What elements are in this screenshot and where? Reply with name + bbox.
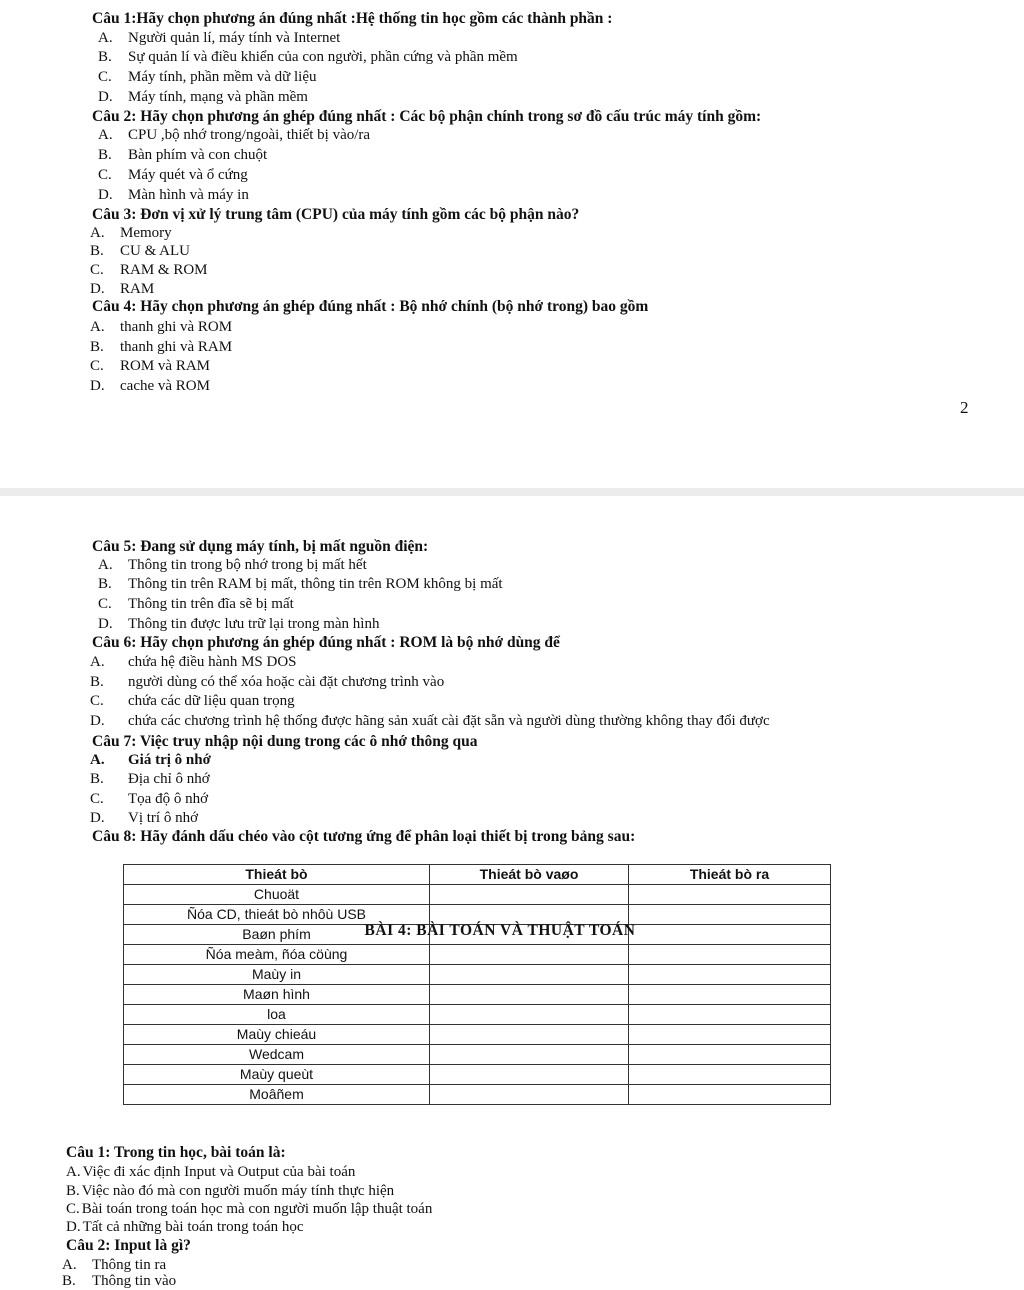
option-2a: A. CPU ,bộ nhớ trong/ngoài, thiết bị vào/ra <box>98 127 371 143</box>
page-number: 2 <box>960 398 969 417</box>
option-1d: D. Máy tính, mạng và phần mềm <box>98 89 308 105</box>
input-mark-cell[interactable] <box>430 945 629 965</box>
output-mark-cell[interactable] <box>629 1005 831 1025</box>
device-name: loa <box>124 1005 430 1025</box>
option-1b: B. Sự quản lí và điều khiển của con người, phần cứng và phần mềm <box>98 49 518 65</box>
output-mark-cell[interactable] <box>629 1085 831 1105</box>
output-mark-cell[interactable] <box>629 965 831 985</box>
device-name: Baøn phím <box>124 925 430 945</box>
lesson4-question-2: Câu 2: Input là gì? <box>66 1237 191 1254</box>
input-mark-cell[interactable] <box>430 1045 629 1065</box>
lesson4-option-1a: A. Việc đi xác định Input và Output của bài toán <box>66 1164 356 1180</box>
header-output-device: Thieát bò ra <box>629 865 831 885</box>
input-mark-cell[interactable] <box>430 1085 629 1105</box>
question-1: Câu 1:Hãy chọn phương án đúng nhất :Hệ thống tin học gồm các thành phần : <box>92 10 613 27</box>
option-1c: C. Máy tính, phần mềm và dữ liệu <box>98 69 317 85</box>
question-2: Câu 2: Hãy chọn phương án ghép đúng nhất : Các bộ phận chính trong sơ đồ cấu trúc máy tính gồm: <box>92 108 762 125</box>
option-4d: D. cache và ROM <box>90 378 210 394</box>
option-4b: B. thanh ghi và RAM <box>90 339 233 355</box>
table-row <box>124 885 831 905</box>
option-7a: A. Giá trị ô nhớ <box>90 752 211 768</box>
device-name: Maøn hình <box>124 985 430 1005</box>
option-4a: A. thanh ghi và ROM <box>90 319 233 335</box>
option-4c: C. ROM và RAM <box>90 358 211 374</box>
option-5c: C. Thông tin trên đĩa sẽ bị mất <box>98 596 294 612</box>
output-mark-cell[interactable] <box>629 985 831 1005</box>
option-2d: D. Màn hình và máy in <box>98 187 249 203</box>
lesson4-question-1: Câu 1: Trong tin học, bài toán là: <box>66 1144 286 1161</box>
lesson4-option-1b: B. Việc nào đó mà con người muốn máy tính thực hiện <box>66 1183 395 1199</box>
output-mark-cell[interactable] <box>629 1065 831 1085</box>
input-mark-cell[interactable] <box>430 965 629 985</box>
device-classification-table <box>123 864 831 1105</box>
table-row <box>124 1025 831 1045</box>
device-name: Maùy in <box>124 965 430 985</box>
option-5d: D. Thông tin được lưu trữ lại trong màn hình <box>98 616 380 632</box>
table-row <box>124 1045 831 1065</box>
option-7b: B. Địa chỉ ô nhớ <box>90 771 210 787</box>
option-6c: C. chứa các dữ liệu quan trọng <box>90 693 295 709</box>
header-input-device: Thieát bò vaøo <box>430 865 629 885</box>
table-row <box>124 1085 831 1105</box>
option-2b: B. Bàn phím và con chuột <box>98 147 268 163</box>
device-name: Ñóa meàm, ñóa cöùng <box>124 945 430 965</box>
option-3c: C. RAM & ROM <box>90 262 208 278</box>
option-5b: B. Thông tin trên RAM bị mất, thông tin trên ROM không bị mất <box>98 576 503 592</box>
question-3: Câu 3: Đơn vị xử lý trung tâm (CPU) của máy tính gồm các bộ phận nào? <box>92 206 580 223</box>
input-mark-cell[interactable] <box>430 1025 629 1045</box>
device-name: Moâñem <box>124 1085 430 1105</box>
device-name: Wedcam <box>124 1045 430 1065</box>
device-name: Ñóa CD, thieát bò nhôù USB <box>124 905 430 925</box>
lesson4-option-2a: A. Thông tin ra <box>62 1257 167 1273</box>
device-name: Chuoät <box>124 885 430 905</box>
table-row <box>124 965 831 985</box>
input-mark-cell[interactable] <box>430 885 629 905</box>
option-7c: C. Tọa độ ô nhớ <box>90 791 209 807</box>
option-6d: D. chứa các chương trình hệ thống được hãng sản xuất cài đặt sẵn và người dùng thường không thay đổi được <box>90 713 770 729</box>
output-mark-cell[interactable] <box>629 1045 831 1065</box>
input-mark-cell[interactable] <box>430 1005 629 1025</box>
question-8: Câu 8: Hãy đánh dấu chéo vào cột tương ứng để phân loại thiết bị trong bảng sau: <box>92 828 636 845</box>
option-3d: D. RAM <box>90 281 155 297</box>
input-mark-cell[interactable] <box>430 985 629 1005</box>
document-page-1 <box>0 0 1024 488</box>
question-5: Câu 5: Đang sử dụng máy tính, bị mất nguồn điện: <box>92 538 429 555</box>
device-name: Maùy queùt <box>124 1065 430 1085</box>
option-3b: B. CU & ALU <box>90 243 191 259</box>
table-row <box>124 1065 831 1085</box>
lesson4-option-1c: C. Bài toán trong toán học mà con người muốn lập thuật toán <box>66 1201 433 1217</box>
lesson4-option-2b: B. Thông tin vào <box>62 1273 177 1289</box>
header-device: Thieát bò <box>124 865 430 885</box>
question-6: Câu 6: Hãy chọn phương án ghép đúng nhất : ROM là bộ nhớ dùng để <box>92 634 560 651</box>
output-mark-cell[interactable] <box>629 945 831 965</box>
output-mark-cell[interactable] <box>629 1025 831 1045</box>
option-5a: A. Thông tin trong bộ nhớ trong bị mất hết <box>98 557 367 573</box>
output-mark-cell[interactable] <box>629 885 831 905</box>
page-break <box>0 488 1024 496</box>
table-header-row <box>124 865 831 885</box>
option-6a: A. chứa hệ điều hành MS DOS <box>90 654 297 670</box>
table-row <box>124 945 831 965</box>
option-1a: A. Người quản lí, máy tính và Internet <box>98 30 341 46</box>
option-6b: B. người dùng có thể xóa hoặc cài đặt chương trình vào <box>90 674 445 690</box>
input-mark-cell[interactable] <box>430 1065 629 1085</box>
option-2c: C. Máy quét và ổ cứng <box>98 167 248 183</box>
question-7: Câu 7: Việc truy nhập nội dung trong các ô nhớ thông qua <box>92 733 478 750</box>
question-4: Câu 4: Hãy chọn phương án ghép đúng nhất : Bộ nhớ chính (bộ nhớ trong) bao gồm <box>92 298 649 315</box>
table-row <box>124 985 831 1005</box>
option-3a: A. Memory <box>90 225 172 241</box>
device-name: Maùy chieáu <box>124 1025 430 1045</box>
lesson4-option-1d: D. Tất cả những bài toán trong toán học <box>66 1219 304 1235</box>
section-title: BÀI 4: BÀI TOÁN VÀ THUẬT TOÁN <box>364 922 636 939</box>
option-7d: D. Vị trí ô nhớ <box>90 810 199 826</box>
table-row <box>124 1005 831 1025</box>
